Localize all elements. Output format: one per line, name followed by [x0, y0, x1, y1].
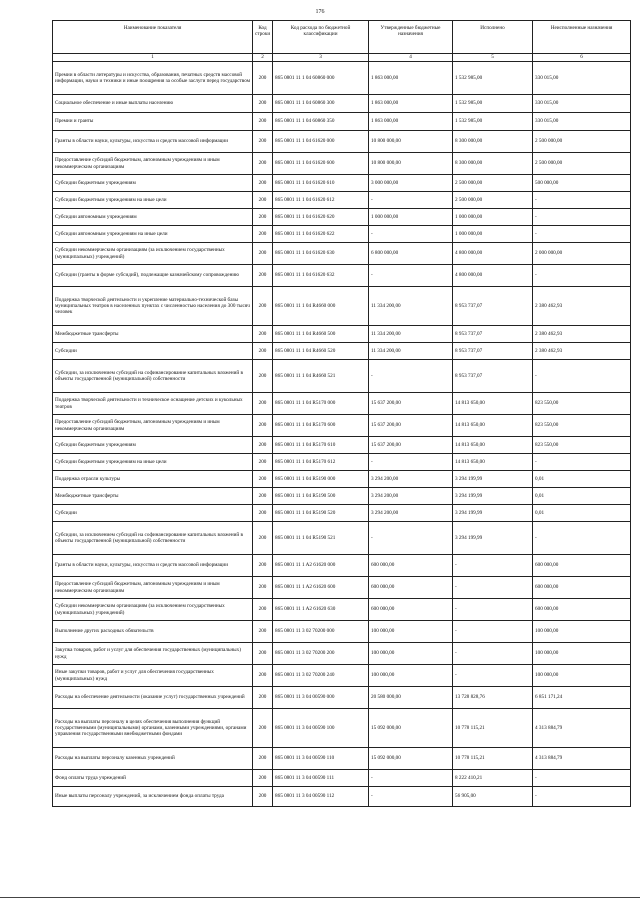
row-classification-code: 865 0801 11 1 A2 61620 600 [273, 577, 369, 599]
row-approved: 1 863 000,00 [369, 62, 453, 95]
row-executed: 2 500 000,00 [453, 192, 533, 209]
row-approved: 15 637 200,00 [369, 437, 453, 454]
row-unexecuted: 330 015,00 [533, 113, 631, 131]
row-name: Субсидии (гранты в форме субсидий), подлежащие казначейскому сопровождению [53, 265, 253, 287]
row-approved: 20 580 000,00 [369, 687, 453, 709]
row-line-code: 200 [253, 265, 273, 287]
row-approved: - [369, 226, 453, 243]
row-classification-code: 865 0801 11 1 04 R4660 520 [273, 343, 369, 360]
row-line-code: 200 [253, 709, 273, 748]
row-name: Закупка товаров, работ и услуг для обеспечения государственных (муниципальных) нужд [53, 643, 253, 665]
row-line-code: 200 [253, 577, 273, 599]
row-line-code: 200 [253, 748, 273, 770]
table-row [53, 471, 631, 488]
row-unexecuted: 2 500 000,00 [533, 153, 631, 175]
row-executed: 14 813 650,00 [453, 454, 533, 471]
row-executed: - [453, 665, 533, 687]
row-classification-code: 865 0801 11 3 04 00590 112 [273, 787, 369, 807]
row-approved: - [369, 265, 453, 287]
row-approved: 11 334 200,00 [369, 343, 453, 360]
row-unexecuted: 823 550,00 [533, 437, 631, 454]
row-classification-code: 865 0801 11 1 04 61620 620 [273, 209, 369, 226]
row-approved: 3 000 000,00 [369, 175, 453, 192]
table-row [53, 488, 631, 505]
row-approved: 10 800 000,00 [369, 131, 453, 153]
row-executed: 8 300 000,00 [453, 153, 533, 175]
row-approved: 6 800 000,00 [369, 243, 453, 265]
row-line-code: 200 [253, 505, 273, 522]
row-classification-code: 865 0801 11 1 04 61620 610 [273, 175, 369, 192]
row-approved: 15 092 000,00 [369, 748, 453, 770]
row-executed: 1 532 985,00 [453, 95, 533, 113]
row-line-code: 200 [253, 621, 273, 643]
row-classification-code: 865 0801 11 1 A2 61620 630 [273, 599, 369, 621]
row-classification-code: 865 0801 11 3 02 70200 240 [273, 665, 369, 687]
table-row [53, 415, 631, 437]
row-approved: 100 000,00 [369, 643, 453, 665]
table-row [53, 62, 631, 95]
row-executed: 14 813 650,00 [453, 415, 533, 437]
row-name: Межбюджетные трансферты [53, 488, 253, 505]
row-name: Предоставление субсидий бюджетным, автономным учреждениям и иным некоммерческим организациям [53, 577, 253, 599]
header-name: Наименование показателя [53, 21, 253, 54]
row-classification-code: 865 0801 11 1 04 R4660 521 [273, 360, 369, 393]
table-row [53, 454, 631, 471]
row-executed: 14 813 650,00 [453, 393, 533, 415]
row-unexecuted: - [533, 360, 631, 393]
row-executed: 56 905,00 [453, 787, 533, 807]
row-unexecuted: 330 015,00 [533, 62, 631, 95]
row-line-code: 200 [253, 555, 273, 577]
row-unexecuted: - [533, 770, 631, 787]
column-number: 1 [53, 54, 253, 62]
row-approved: 11 334 200,00 [369, 287, 453, 326]
row-name: Расходы на обеспечение деятельности (оказание услуг) государственных учреждений [53, 687, 253, 709]
row-name: Субсидии бюджетным учреждениям [53, 437, 253, 454]
row-executed: 1 532 985,00 [453, 62, 533, 95]
row-name: Иные выплаты персоналу учреждений, за исключением фонда оплаты труда [53, 787, 253, 807]
row-name: Премии в области литературы и искусства, образования, печатных средств массовой информации, науки и техники и иные поощрения за особые заслуги перед государством [53, 62, 253, 95]
row-name: Субсидии бюджетным учреждениям на иные цели [53, 192, 253, 209]
header-unexecuted: Неисполненные назначения [533, 21, 631, 54]
row-unexecuted: - [533, 226, 631, 243]
row-name: Фонд оплаты труда учреждений [53, 770, 253, 787]
row-executed: 8 953 737,07 [453, 343, 533, 360]
row-line-code: 200 [253, 415, 273, 437]
page-number: 176 [315, 9, 325, 15]
row-classification-code: 865 0801 11 1 04 61620 630 [273, 243, 369, 265]
row-executed: - [453, 643, 533, 665]
row-approved: - [369, 192, 453, 209]
row-unexecuted: 2 500 000,00 [533, 131, 631, 153]
row-name: Гранты в области науки, культуры, искусства и средств массовой информации [53, 555, 253, 577]
row-line-code: 200 [253, 175, 273, 192]
table-row [53, 643, 631, 665]
row-unexecuted: 600 000,00 [533, 555, 631, 577]
row-name: Межбюджетные трансферты [53, 326, 253, 343]
column-number: 5 [453, 54, 533, 62]
row-classification-code: 865 0801 11 1 04 R5190 500 [273, 488, 369, 505]
row-executed: - [453, 621, 533, 643]
table-row [53, 360, 631, 393]
row-executed: 13 728 828,76 [453, 687, 533, 709]
row-unexecuted: 0,01 [533, 471, 631, 488]
row-name: Субсидии [53, 343, 253, 360]
row-name: Поддержка творческой деятельности и техническое оснащение детских и кукольных театров [53, 393, 253, 415]
row-approved: 1 863 000,00 [369, 95, 453, 113]
row-name: Субсидии бюджетным учреждениям [53, 175, 253, 192]
row-line-code: 200 [253, 488, 273, 505]
row-name: Расходы на выплаты персоналу казенных учреждений [53, 748, 253, 770]
table-row [53, 326, 631, 343]
row-line-code: 200 [253, 226, 273, 243]
table-row [53, 175, 631, 192]
row-unexecuted: 600 000,00 [533, 599, 631, 621]
row-unexecuted: 330 015,00 [533, 95, 631, 113]
row-name: Субсидии автономным учреждениям на иные цели [53, 226, 253, 243]
row-executed: 10 778 115,21 [453, 748, 533, 770]
row-name: Иные закупки товаров, работ и услуг для обеспечения государственных (муниципальных) нужд [53, 665, 253, 687]
row-line-code: 200 [253, 770, 273, 787]
row-approved: - [369, 360, 453, 393]
row-name: Премии и гранты [53, 113, 253, 131]
table-row [53, 95, 631, 113]
header-classification-code: Код расхода по бюджетной классификации [273, 21, 369, 54]
header-executed: Исполнено [453, 21, 533, 54]
row-unexecuted: 4 313 884,79 [533, 709, 631, 748]
row-classification-code: 865 0801 11 1 04 61620 622 [273, 226, 369, 243]
table-row [53, 665, 631, 687]
row-classification-code: 865 0801 11 1 04 R5190 520 [273, 505, 369, 522]
row-classification-code: 865 0801 11 1 04 61620 600 [273, 153, 369, 175]
row-approved: 15 637 200,00 [369, 393, 453, 415]
row-line-code: 200 [253, 522, 273, 555]
table-row [53, 265, 631, 287]
row-executed: 1 000 000,00 [453, 209, 533, 226]
row-classification-code: 865 0801 11 1 04 60860 350 [273, 113, 369, 131]
row-line-code: 200 [253, 95, 273, 113]
row-approved: 3 294 200,00 [369, 505, 453, 522]
row-line-code: 200 [253, 687, 273, 709]
row-classification-code: 865 0801 11 1 04 61620 632 [273, 265, 369, 287]
row-executed: - [453, 577, 533, 599]
row-unexecuted: - [533, 192, 631, 209]
table-row [53, 287, 631, 326]
row-line-code: 200 [253, 131, 273, 153]
row-approved: 600 000,00 [369, 555, 453, 577]
row-unexecuted: 100 000,00 [533, 665, 631, 687]
row-classification-code: 865 0801 11 3 04 00590 111 [273, 770, 369, 787]
row-classification-code: 865 0801 11 3 04 00590 000 [273, 687, 369, 709]
row-executed: - [453, 555, 533, 577]
row-executed: 3 294 199,99 [453, 488, 533, 505]
row-executed: 8 222 410,21 [453, 770, 533, 787]
table-row [53, 621, 631, 643]
row-executed: 3 294 199,99 [453, 505, 533, 522]
column-number: 3 [273, 54, 369, 62]
row-approved: 15 092 000,00 [369, 709, 453, 748]
column-number-row [53, 54, 631, 62]
row-unexecuted: 2 000 000,00 [533, 243, 631, 265]
row-executed: 8 953 737,07 [453, 326, 533, 343]
row-unexecuted: 500 000,00 [533, 175, 631, 192]
row-unexecuted: - [533, 787, 631, 807]
row-unexecuted: - [533, 209, 631, 226]
row-approved: - [369, 454, 453, 471]
row-unexecuted: 4 313 884,79 [533, 748, 631, 770]
row-executed: 3 294 199,99 [453, 471, 533, 488]
row-line-code: 200 [253, 243, 273, 265]
table-row [53, 505, 631, 522]
row-line-code: 200 [253, 643, 273, 665]
row-classification-code: 865 0801 11 1 04 R5170 612 [273, 454, 369, 471]
row-name: Выполнение других расходных обязательств [53, 621, 253, 643]
table-row [53, 343, 631, 360]
table-row [53, 709, 631, 748]
row-executed: 10 778 115,21 [453, 709, 533, 748]
table-row [53, 393, 631, 415]
header-line-code: Код строки [253, 21, 273, 54]
row-unexecuted: - [533, 265, 631, 287]
row-name: Субсидии, за исключением субсидий на софинансирование капитальных вложений в объекты государственной (муниципальной) собственности [53, 360, 253, 393]
row-unexecuted: 2 380 462,93 [533, 326, 631, 343]
table-row [53, 131, 631, 153]
row-unexecuted: 823 550,00 [533, 415, 631, 437]
table-row [53, 113, 631, 131]
row-classification-code: 865 0801 11 1 A2 61620 000 [273, 555, 369, 577]
row-approved: 10 800 000,00 [369, 153, 453, 175]
row-classification-code: 865 0801 11 1 04 R4660 000 [273, 287, 369, 326]
row-unexecuted: 2 380 462,93 [533, 343, 631, 360]
row-executed: 4 800 000,00 [453, 265, 533, 287]
row-classification-code: 865 0801 11 3 04 00590 100 [273, 709, 369, 748]
row-line-code: 200 [253, 113, 273, 131]
table-row [53, 437, 631, 454]
row-line-code: 200 [253, 599, 273, 621]
table-row [53, 153, 631, 175]
row-executed: 8 953 737,07 [453, 287, 533, 326]
row-approved: 600 000,00 [369, 599, 453, 621]
row-line-code: 200 [253, 192, 273, 209]
row-line-code: 200 [253, 787, 273, 807]
row-line-code: 200 [253, 665, 273, 687]
row-line-code: 200 [253, 437, 273, 454]
row-classification-code: 865 0801 11 1 04 61620 000 [273, 131, 369, 153]
row-classification-code: 865 0801 11 1 04 60860 300 [273, 95, 369, 113]
row-approved: - [369, 770, 453, 787]
row-line-code: 200 [253, 343, 273, 360]
row-line-code: 200 [253, 287, 273, 326]
row-approved: 3 294 200,00 [369, 471, 453, 488]
row-classification-code: 865 0801 11 1 04 R4660 500 [273, 326, 369, 343]
row-line-code: 200 [253, 393, 273, 415]
row-unexecuted: 2 380 462,93 [533, 287, 631, 326]
row-unexecuted: 100 000,00 [533, 621, 631, 643]
row-executed: 1 532 985,00 [453, 113, 533, 131]
row-name: Субсидии некоммерческим организациям (за исключением государственных (муниципальных) учреждений) [53, 599, 253, 621]
row-classification-code: 865 0801 11 3 02 70200 200 [273, 643, 369, 665]
row-approved: - [369, 522, 453, 555]
table-row [53, 748, 631, 770]
row-line-code: 200 [253, 471, 273, 488]
row-approved: - [369, 787, 453, 807]
column-number: 2 [253, 54, 273, 62]
row-classification-code: 865 0801 11 1 04 60860 000 [273, 62, 369, 95]
row-approved: 1 863 000,00 [369, 113, 453, 131]
row-name: Предоставление субсидий бюджетным, автономным учреждениям и иным некоммерческим организациям [53, 153, 253, 175]
row-unexecuted: 6 851 171,24 [533, 687, 631, 709]
row-executed: 14 813 650,00 [453, 437, 533, 454]
row-unexecuted: 0,01 [533, 488, 631, 505]
row-classification-code: 865 0801 11 3 04 00590 110 [273, 748, 369, 770]
row-line-code: 200 [253, 153, 273, 175]
table-row [53, 243, 631, 265]
row-line-code: 200 [253, 326, 273, 343]
row-unexecuted: - [533, 522, 631, 555]
row-unexecuted: 600 000,00 [533, 577, 631, 599]
row-approved: 15 637 200,00 [369, 415, 453, 437]
table-row [53, 687, 631, 709]
row-name: Субсидии [53, 505, 253, 522]
row-unexecuted: 0,01 [533, 505, 631, 522]
row-line-code: 200 [253, 209, 273, 226]
row-name: Предоставление субсидий бюджетным, автономным учреждениям и иным некоммерческим организациям [53, 415, 253, 437]
row-name: Поддержка творческой деятельности и укрепление материально-технической базы муниципальных театров в населенных пунктах с численностью населения до 300 тысяч человек [53, 287, 253, 326]
table-row [53, 599, 631, 621]
table-row [53, 226, 631, 243]
row-line-code: 200 [253, 360, 273, 393]
table-row [53, 209, 631, 226]
row-classification-code: 865 0801 11 1 04 61620 612 [273, 192, 369, 209]
row-classification-code: 865 0801 11 3 02 70200 000 [273, 621, 369, 643]
table-row [53, 555, 631, 577]
row-name: Субсидии бюджетным учреждениям на иные цели [53, 454, 253, 471]
table-row [53, 192, 631, 209]
column-number: 6 [533, 54, 631, 62]
row-line-code: 200 [253, 454, 273, 471]
table-header [53, 21, 631, 54]
row-executed: 2 500 000,00 [453, 175, 533, 192]
row-unexecuted: 823 550,00 [533, 393, 631, 415]
row-classification-code: 865 0801 11 1 04 R5170 610 [273, 437, 369, 454]
row-name: Поддержка отрасли культуры [53, 471, 253, 488]
row-classification-code: 865 0801 11 1 04 R5190 521 [273, 522, 369, 555]
row-name: Гранты в области науки, культуры, искусства и средств массовой информации [53, 131, 253, 153]
table-row [53, 770, 631, 787]
row-approved: 100 000,00 [369, 665, 453, 687]
budget-execution-table [52, 20, 631, 807]
table-row [53, 787, 631, 807]
table-row [53, 522, 631, 555]
row-name: Субсидии некоммерческим организациям (за исключением государственных (муниципальных) учреждений) [53, 243, 253, 265]
row-approved: 1 000 000,00 [369, 209, 453, 226]
row-classification-code: 865 0801 11 1 04 R5170 600 [273, 415, 369, 437]
row-executed: 3 294 199,99 [453, 522, 533, 555]
table-row [53, 577, 631, 599]
row-classification-code: 865 0801 11 1 04 R5190 000 [273, 471, 369, 488]
row-approved: 600 000,00 [369, 577, 453, 599]
row-name: Субсидии автономным учреждениям [53, 209, 253, 226]
row-unexecuted: - [533, 454, 631, 471]
row-line-code: 200 [253, 62, 273, 95]
row-approved: 3 294 200,00 [369, 488, 453, 505]
page-bottom-rule [0, 897, 640, 898]
row-name: Расходы на выплаты персоналу в целях обеспечения выполнения функций государственными (муниципальными) органами, казенными учреждениями, органами управления государственными внебюджетными фондами [53, 709, 253, 748]
header-approved: Утвержденные бюджетные назначения [369, 21, 453, 54]
row-name: Социальное обеспечение и иные выплаты населению [53, 95, 253, 113]
row-approved: 11 334 200,00 [369, 326, 453, 343]
row-approved: 100 000,00 [369, 621, 453, 643]
row-executed: - [453, 599, 533, 621]
column-number: 4 [369, 54, 453, 62]
row-executed: 1 000 000,00 [453, 226, 533, 243]
row-executed: 8 953 737,07 [453, 360, 533, 393]
row-executed: 4 800 000,00 [453, 243, 533, 265]
row-name: Субсидии, за исключением субсидий на софинансирование капитальных вложений в объекты государственной (муниципальной) собственности [53, 522, 253, 555]
table-body [53, 54, 631, 807]
row-unexecuted: 100 000,00 [533, 643, 631, 665]
row-executed: 8 300 000,00 [453, 131, 533, 153]
row-classification-code: 865 0801 11 1 04 R5170 000 [273, 393, 369, 415]
